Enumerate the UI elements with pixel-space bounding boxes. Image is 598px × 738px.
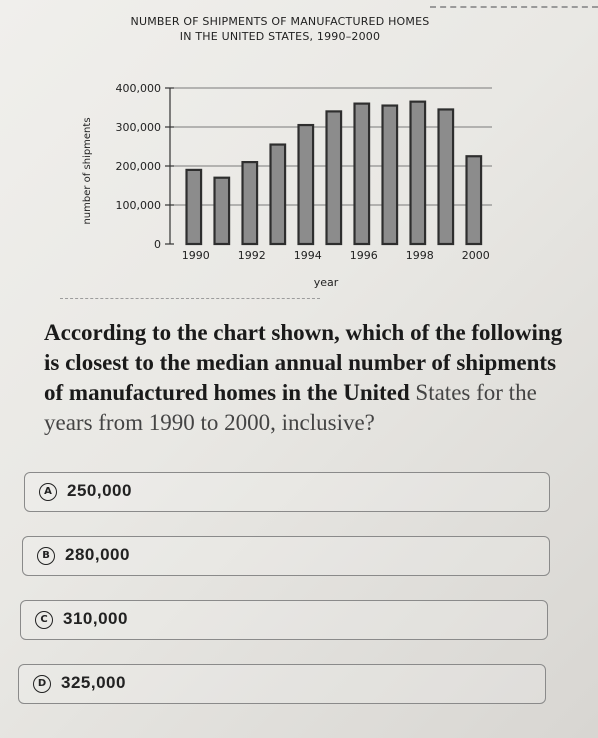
y-tick-label: 300,000 [115,121,161,134]
section-divider [60,298,320,299]
question-text [44,318,564,438]
x-tick-label: 2000 [461,249,490,262]
bar-1990 [187,170,202,244]
bar-1994 [299,125,314,244]
choice-d-label: 325,000 [61,673,126,692]
chart-title-line-1: NUMBER OF SHIPMENTS OF MANUFACTURED HOMES [130,15,430,28]
y-tick-label: 400,000 [115,82,161,95]
bar-1999 [439,109,454,244]
bar-1996 [355,104,370,244]
choice-c-letter-badge: C [35,611,53,629]
bar-1997 [383,106,398,244]
choice-a-label: 250,000 [67,481,132,500]
choice-b-label: 280,000 [65,545,130,564]
choice-a[interactable] [24,472,550,512]
y-tick-label: 200,000 [115,160,161,173]
bar-1991 [215,178,230,244]
chart-container [0,0,598,300]
x-tick-label: 1998 [405,249,434,262]
y-tick-label: 0 [154,238,161,251]
x-axis-label: year [313,276,339,289]
x-tick-label: 1990 [181,249,210,262]
question-bold-text: According to the chart shown, which of the following is closest to the median annual number of shipments of manufactured homes in the United [44,320,563,405]
choice-a-letter-badge: A [39,483,57,501]
x-tick-label: 1994 [293,249,322,262]
x-tick-label: 1996 [349,249,378,262]
bar-2000 [467,156,482,244]
choice-c[interactable] [20,600,548,640]
bar-1995 [327,111,342,244]
x-tick-label: 1992 [237,249,266,262]
choice-b[interactable] [22,536,550,576]
choice-b-letter-badge: B [37,547,55,565]
choice-d-letter-badge: D [33,675,51,693]
bar-layer [187,102,482,244]
bar-1993 [271,145,286,244]
y-tick-label: 100,000 [115,199,161,212]
chart-title-line-2: IN THE UNITED STATES, 1990–2000 [179,30,381,43]
bar-1992 [243,162,258,244]
question-rest-text: States for the years from 1990 to 2000, inclusive? [44,380,537,435]
y-axis-label: number of shipments [82,117,93,225]
choice-d[interactable] [18,664,546,704]
choice-c-label: 310,000 [63,609,128,628]
bar-chart [0,0,598,300]
bar-1998 [411,102,426,244]
